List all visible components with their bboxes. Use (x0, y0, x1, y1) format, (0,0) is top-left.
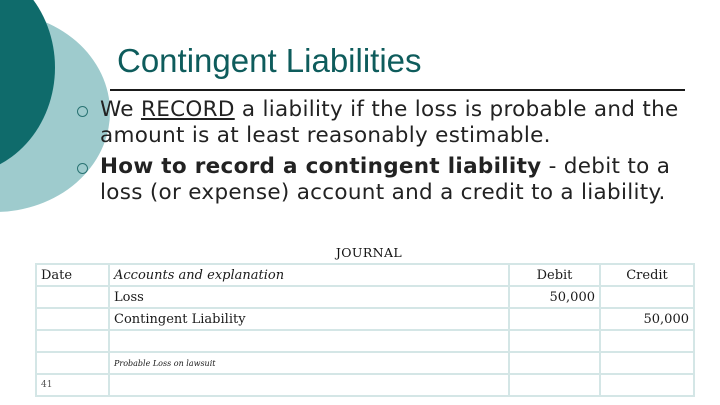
bullet-text-lead: We (100, 97, 141, 122)
date-cell (36, 352, 109, 374)
account-cell: Contingent Liability (109, 308, 509, 330)
bullet-item-how-to (73, 154, 713, 206)
header-credit: Credit (600, 264, 694, 286)
debit-cell (509, 330, 600, 352)
account-cell (109, 374, 509, 396)
journal-memo: Probable Loss on lawsuit (109, 352, 509, 374)
header-account: Accounts and explanation (109, 264, 509, 286)
journal-row (36, 308, 694, 330)
journal-title: JOURNAL (335, 245, 403, 260)
date-cell (36, 286, 109, 308)
title-underline (110, 89, 685, 91)
bullet-text-rest: - debit to a loss (or expense) account and a credit to a liability. (100, 154, 671, 205)
header-date: Date (36, 264, 109, 286)
bullet-text-rest: a liability if the loss is probable and the amount is at least reasonably estimable. (100, 97, 679, 148)
journal-row (36, 352, 694, 374)
bullet-circle-icon (77, 106, 88, 117)
account-cell (109, 330, 509, 352)
credit-cell (600, 374, 694, 396)
bullet-circle-icon (77, 163, 88, 174)
bullet-text-bold: How to record a contingent liability (100, 154, 542, 179)
debit-cell (509, 352, 600, 374)
credit-cell: 50,000 (600, 308, 694, 330)
journal-row (36, 330, 694, 352)
credit-cell (600, 330, 694, 352)
date-cell (36, 308, 109, 330)
debit-cell (509, 308, 600, 330)
account-cell: Loss (109, 286, 509, 308)
debit-cell (509, 374, 600, 396)
date-cell (36, 330, 109, 352)
credit-cell (600, 286, 694, 308)
bullet-text-record: RECORD (140, 97, 235, 122)
bullet-list (73, 97, 713, 211)
journal-grid (35, 263, 695, 397)
slide-title: Contingent Liabilities (117, 42, 422, 79)
page-number: 41 (36, 374, 109, 396)
credit-cell (600, 352, 694, 374)
bullet-item-record (73, 97, 713, 149)
journal-header-row (36, 264, 694, 286)
header-debit: Debit (509, 264, 600, 286)
journal-row (36, 374, 694, 396)
journal-row (36, 286, 694, 308)
debit-cell: 50,000 (509, 286, 600, 308)
journal-table (35, 243, 703, 390)
